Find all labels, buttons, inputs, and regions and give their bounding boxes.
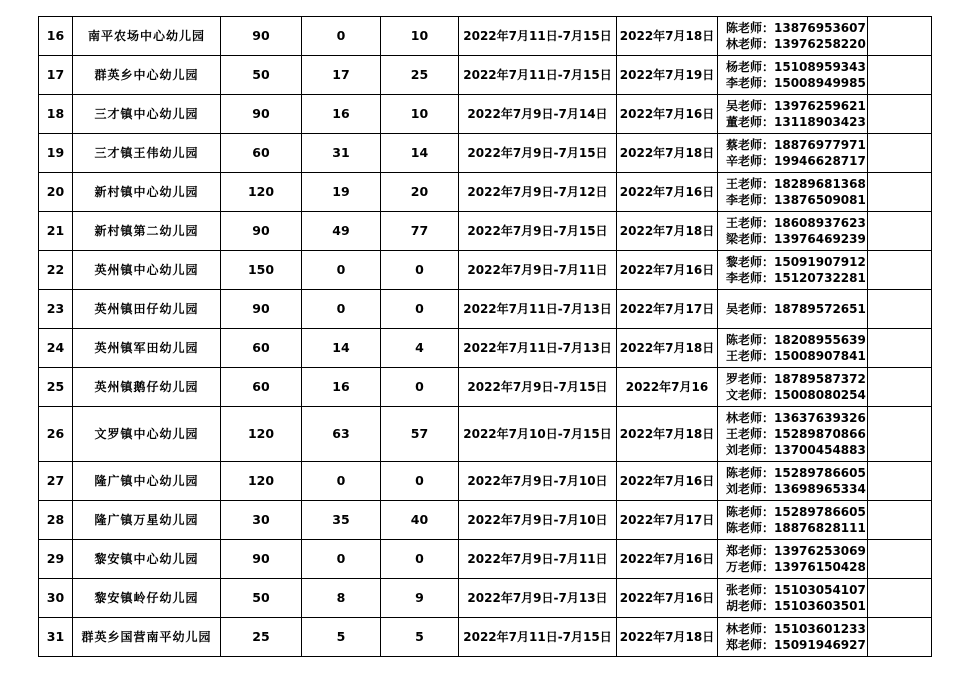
contact-cell (718, 540, 868, 579)
row-number: 24 (39, 329, 73, 368)
kindergarten-name: 黎安镇中心幼儿园 (73, 540, 221, 579)
contact-cell (718, 407, 868, 462)
kindergarten-name: 黎安镇岭仔幼儿园 (73, 579, 221, 618)
kindergarten-name: 英州镇田仔幼儿园 (73, 290, 221, 329)
capacity-cell: 50 (221, 579, 302, 618)
contact-line: 陈老师：18208955639 (726, 333, 866, 347)
contact-cell (718, 134, 868, 173)
count-cell: 14 (381, 134, 459, 173)
contact-line: 林老师：13637639326 (726, 411, 866, 425)
capacity-cell: 60 (221, 368, 302, 407)
count-cell: 20 (381, 173, 459, 212)
count-cell: 17 (302, 56, 381, 95)
capacity-cell: 90 (221, 17, 302, 56)
count-cell: 9 (381, 579, 459, 618)
count-cell: 19 (302, 173, 381, 212)
empty-cell (868, 134, 932, 173)
contact-line: 郑老师：15091946927 (726, 638, 866, 652)
capacity-cell: 150 (221, 251, 302, 290)
date-cell: 2022年7月17日 (617, 501, 718, 540)
table-row (39, 501, 932, 540)
table-row (39, 17, 932, 56)
period-cell: 2022年7月9日-7月11日 (459, 540, 617, 579)
capacity-cell: 60 (221, 134, 302, 173)
date-cell: 2022年7月16日 (617, 462, 718, 501)
date-cell: 2022年7月16日 (617, 579, 718, 618)
count-cell: 0 (381, 290, 459, 329)
count-cell: 0 (302, 540, 381, 579)
period-cell: 2022年7月9日-7月15日 (459, 368, 617, 407)
kindergarten-name: 新村镇中心幼儿园 (73, 173, 221, 212)
contact-line: 林老师：15103601233 (726, 622, 866, 636)
count-cell: 57 (381, 407, 459, 462)
count-cell: 0 (302, 17, 381, 56)
count-cell: 49 (302, 212, 381, 251)
contact-line: 杨老师：15108959343 (726, 60, 866, 74)
period-cell: 2022年7月9日-7月10日 (459, 501, 617, 540)
count-cell: 14 (302, 329, 381, 368)
contact-line: 郑老师：13976253069 (726, 544, 866, 558)
contact-line: 吴老师：13976259621 (726, 99, 866, 113)
row-number: 18 (39, 95, 73, 134)
period-cell: 2022年7月9日-7月13日 (459, 579, 617, 618)
capacity-cell: 90 (221, 212, 302, 251)
kindergarten-name: 新村镇第二幼儿园 (73, 212, 221, 251)
contact-cell (718, 173, 868, 212)
date-cell: 2022年7月18日 (617, 212, 718, 251)
kindergarten-name: 英州镇鹅仔幼儿园 (73, 368, 221, 407)
table-row (39, 212, 932, 251)
contact-cell (718, 17, 868, 56)
period-cell: 2022年7月11日-7月15日 (459, 17, 617, 56)
date-cell: 2022年7月16 (617, 368, 718, 407)
date-cell: 2022年7月16日 (617, 95, 718, 134)
row-number: 23 (39, 290, 73, 329)
date-cell: 2022年7月18日 (617, 618, 718, 657)
contact-cell (718, 290, 868, 329)
capacity-cell: 60 (221, 329, 302, 368)
contact-line: 陈老师：15289786605 (726, 466, 866, 480)
capacity-cell: 25 (221, 618, 302, 657)
period-cell: 2022年7月9日-7月14日 (459, 95, 617, 134)
table-row (39, 290, 932, 329)
contact-line: 李老师：15120732281 (726, 271, 866, 285)
contact-line: 文老师：15008080254 (726, 388, 866, 402)
row-number: 17 (39, 56, 73, 95)
empty-cell (868, 17, 932, 56)
table-row (39, 329, 932, 368)
count-cell: 0 (381, 368, 459, 407)
empty-cell (868, 407, 932, 462)
contact-line: 蔡老师：18876977971 (726, 138, 866, 152)
contact-line: 梁老师：13976469239 (726, 232, 866, 246)
count-cell: 10 (381, 95, 459, 134)
table-row (39, 462, 932, 501)
kindergarten-name: 英州镇军田幼儿园 (73, 329, 221, 368)
empty-cell (868, 579, 932, 618)
contact-line: 王老师：18289681368 (726, 177, 866, 191)
contact-line: 王老师：15289870866 (726, 427, 866, 441)
contact-cell (718, 329, 868, 368)
empty-cell (868, 462, 932, 501)
capacity-cell: 120 (221, 173, 302, 212)
date-cell: 2022年7月16日 (617, 251, 718, 290)
contact-line: 张老师：15103054107 (726, 583, 866, 597)
period-cell: 2022年7月11日-7月15日 (459, 618, 617, 657)
contact-line: 刘老师：13700454883 (726, 443, 866, 457)
count-cell: 0 (381, 251, 459, 290)
empty-cell (868, 368, 932, 407)
kindergarten-name: 群英乡国营南平幼儿园 (73, 618, 221, 657)
contact-line: 罗老师：18789587372 (726, 372, 866, 386)
table-row (39, 95, 932, 134)
contact-line: 李老师：15008949985 (726, 76, 866, 90)
table-row (39, 173, 932, 212)
empty-cell (868, 618, 932, 657)
count-cell: 10 (381, 17, 459, 56)
row-number: 27 (39, 462, 73, 501)
contact-line: 万老师：13976150428 (726, 560, 866, 574)
table-row (39, 368, 932, 407)
date-cell: 2022年7月16日 (617, 540, 718, 579)
count-cell: 0 (302, 462, 381, 501)
kindergarten-name: 群英乡中心幼儿园 (73, 56, 221, 95)
contact-line: 刘老师：13698965334 (726, 482, 866, 496)
count-cell: 16 (302, 368, 381, 407)
contact-line: 林老师：13976258220 (726, 37, 866, 51)
empty-cell (868, 251, 932, 290)
kindergarten-name: 南平农场中心幼儿园 (73, 17, 221, 56)
row-number: 30 (39, 579, 73, 618)
empty-cell (868, 56, 932, 95)
period-cell: 2022年7月11日-7月13日 (459, 329, 617, 368)
count-cell: 5 (381, 618, 459, 657)
kindergarten-name: 隆广镇中心幼儿园 (73, 462, 221, 501)
contact-cell (718, 212, 868, 251)
contact-line: 陈老师：13876953607 (726, 21, 866, 35)
date-cell: 2022年7月18日 (617, 329, 718, 368)
date-cell: 2022年7月19日 (617, 56, 718, 95)
empty-cell (868, 212, 932, 251)
date-cell: 2022年7月18日 (617, 17, 718, 56)
kindergarten-name: 英州镇中心幼儿园 (73, 251, 221, 290)
contact-line: 陈老师：18876828111 (726, 521, 866, 535)
count-cell: 0 (302, 251, 381, 290)
period-cell: 2022年7月11日-7月15日 (459, 56, 617, 95)
kindergarten-name: 三才镇王伟幼儿园 (73, 134, 221, 173)
capacity-cell: 120 (221, 407, 302, 462)
contact-line: 陈老师：15289786605 (726, 505, 866, 519)
count-cell: 40 (381, 501, 459, 540)
count-cell: 0 (302, 290, 381, 329)
row-number: 25 (39, 368, 73, 407)
period-cell: 2022年7月9日-7月10日 (459, 462, 617, 501)
date-cell: 2022年7月18日 (617, 134, 718, 173)
table-row (39, 134, 932, 173)
row-number: 20 (39, 173, 73, 212)
row-number: 21 (39, 212, 73, 251)
kindergarten-name: 隆广镇万星幼儿园 (73, 501, 221, 540)
period-cell: 2022年7月11日-7月13日 (459, 290, 617, 329)
row-number: 29 (39, 540, 73, 579)
contact-cell (718, 618, 868, 657)
empty-cell (868, 173, 932, 212)
contact-line: 吴老师：18789572651 (726, 302, 866, 316)
row-number: 28 (39, 501, 73, 540)
period-cell: 2022年7月10日-7月15日 (459, 407, 617, 462)
contact-line: 李老师：13876509081 (726, 193, 866, 207)
capacity-cell: 120 (221, 462, 302, 501)
table-row (39, 407, 932, 462)
contact-cell (718, 95, 868, 134)
kindergarten-table (38, 16, 932, 657)
count-cell: 8 (302, 579, 381, 618)
table-row (39, 579, 932, 618)
count-cell: 63 (302, 407, 381, 462)
count-cell: 0 (381, 462, 459, 501)
contact-line: 辛老师：19946628717 (726, 154, 866, 168)
period-cell: 2022年7月9日-7月11日 (459, 251, 617, 290)
contact-line: 董老师：13118903423 (726, 115, 866, 129)
count-cell: 35 (302, 501, 381, 540)
contact-line: 胡老师：15103603501 (726, 599, 866, 613)
table-row (39, 540, 932, 579)
row-number: 22 (39, 251, 73, 290)
contact-cell (718, 368, 868, 407)
table-body (39, 17, 932, 657)
count-cell: 4 (381, 329, 459, 368)
contact-line: 黎老师：15091907912 (726, 255, 866, 269)
date-cell: 2022年7月16日 (617, 173, 718, 212)
count-cell: 31 (302, 134, 381, 173)
row-number: 26 (39, 407, 73, 462)
capacity-cell: 90 (221, 95, 302, 134)
capacity-cell: 50 (221, 56, 302, 95)
date-cell: 2022年7月18日 (617, 407, 718, 462)
row-number: 31 (39, 618, 73, 657)
count-cell: 16 (302, 95, 381, 134)
period-cell: 2022年7月9日-7月12日 (459, 173, 617, 212)
contact-cell (718, 462, 868, 501)
row-number: 16 (39, 17, 73, 56)
empty-cell (868, 501, 932, 540)
count-cell: 25 (381, 56, 459, 95)
contact-cell (718, 56, 868, 95)
row-number: 19 (39, 134, 73, 173)
contact-cell (718, 251, 868, 290)
table-row (39, 618, 932, 657)
contact-line: 王老师：18608937623 (726, 216, 866, 230)
kindergarten-name: 文罗镇中心幼儿园 (73, 407, 221, 462)
capacity-cell: 90 (221, 290, 302, 329)
count-cell: 77 (381, 212, 459, 251)
count-cell: 0 (381, 540, 459, 579)
kindergarten-name: 三才镇中心幼儿园 (73, 95, 221, 134)
table-row (39, 56, 932, 95)
period-cell: 2022年7月9日-7月15日 (459, 134, 617, 173)
table-row (39, 251, 932, 290)
date-cell: 2022年7月17日 (617, 290, 718, 329)
empty-cell (868, 95, 932, 134)
count-cell: 5 (302, 618, 381, 657)
period-cell: 2022年7月9日-7月15日 (459, 212, 617, 251)
empty-cell (868, 540, 932, 579)
capacity-cell: 90 (221, 540, 302, 579)
contact-cell (718, 579, 868, 618)
capacity-cell: 30 (221, 501, 302, 540)
contact-cell (718, 501, 868, 540)
empty-cell (868, 329, 932, 368)
contact-line: 王老师：15008907841 (726, 349, 866, 363)
empty-cell (868, 290, 932, 329)
